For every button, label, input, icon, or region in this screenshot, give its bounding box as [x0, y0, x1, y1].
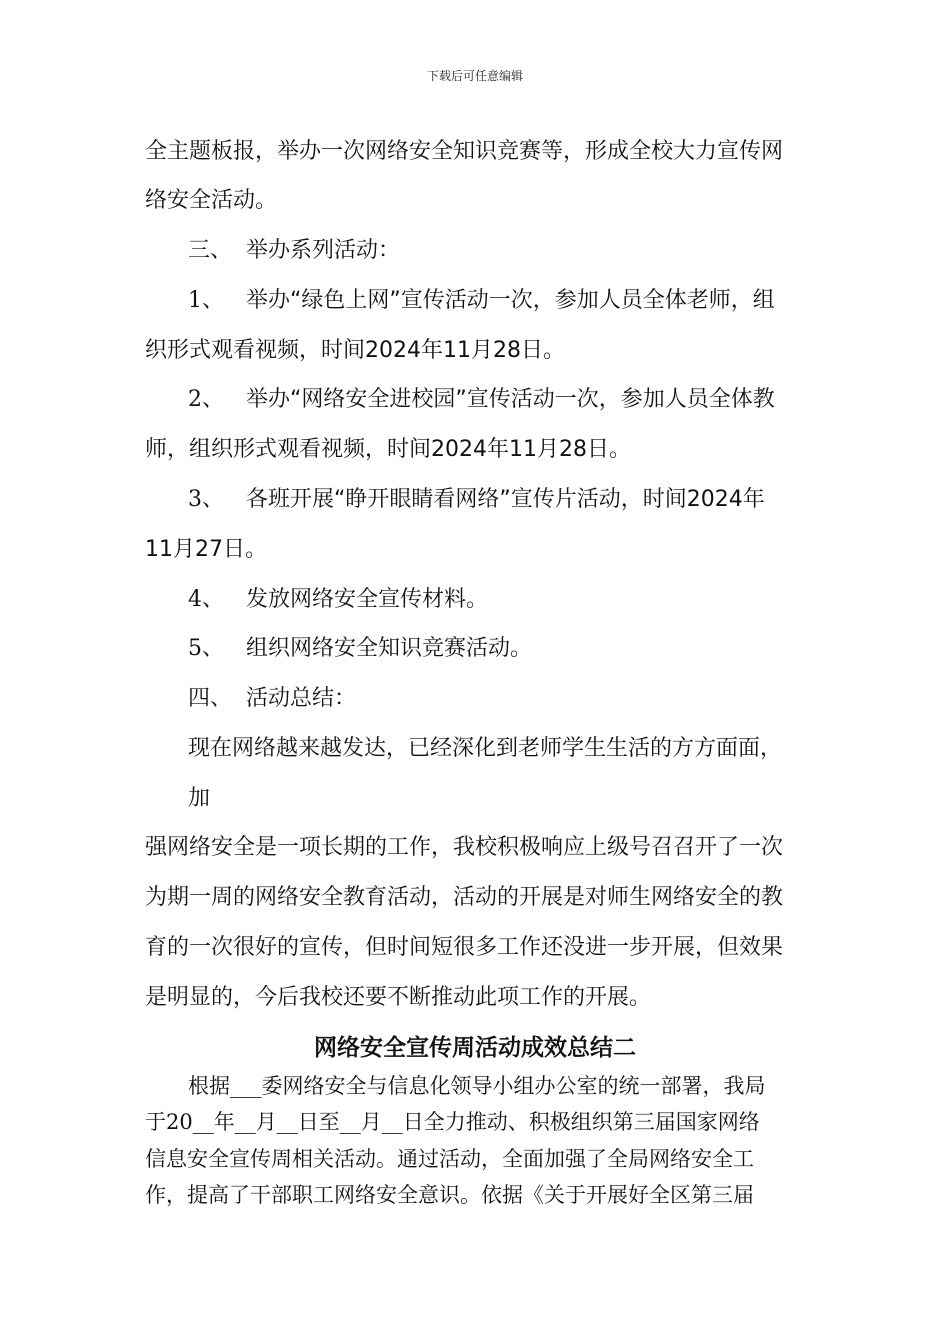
list-item-1-line1	[188, 286, 775, 316]
item-number: 3、	[188, 487, 224, 512]
summary-line: 加	[188, 786, 211, 811]
item-text: 发放网络安全宣传材料。	[246, 587, 489, 612]
paragraph-line: 全主题板报，举办一次网络安全知识竞赛等，形成全校大力宣传网	[145, 139, 784, 164]
item-text: 举办“绿色上网”宣传活动一次，参加人员全体老师，组	[246, 288, 775, 313]
section-title-2: 网络安全宣传周活动成效总结二	[314, 1035, 636, 1061]
list-item-5	[188, 634, 532, 664]
summary-line: 现在网络越来越发达，已经深化到老师学生生活的方方面面，	[188, 736, 783, 761]
list-item-3-line1	[188, 485, 765, 515]
summary-line: 是明显的，今后我校还要不断推动此项工作的开展。	[145, 985, 652, 1010]
section-title: 活动总结：	[246, 686, 357, 711]
list-item-3-line2: 11月27日。	[145, 537, 267, 562]
section-heading-4	[188, 684, 356, 714]
item-number: 4、	[188, 587, 224, 612]
item-text: 各班开展“睁开眼睛看网络”宣传片活动，时间2024年	[246, 487, 765, 512]
paragraph-line: 作，提高了干部职工网络安全意识。依据《关于开展好全区第三届	[145, 1183, 754, 1207]
item-number: 1、	[188, 288, 224, 313]
list-item-1-line2: 织形式观看视频，时间2024年11月28日。	[145, 338, 565, 363]
list-item-4	[188, 585, 488, 615]
list-item-2-line2: 师，组织形式观看视频，时间2024年11月28日。	[145, 437, 631, 462]
item-text: 举办“网络安全进校园”宣传活动一次，参加人员全体教	[246, 387, 775, 412]
section-title: 举办系列活动：	[246, 238, 401, 263]
summary-line: 强网络安全是一项长期的工作，我校积极响应上级号召召开了一次	[145, 835, 784, 860]
section-number: 四、	[188, 686, 233, 711]
summary-line: 为期一周的网络安全教育活动，活动的开展是对师生网络安全的教	[145, 885, 784, 910]
paragraph-line: 根据___委网络安全与信息化领导小组办公室的统一部署，我局	[188, 1074, 766, 1098]
paragraph-line: 信息安全宣传周相关活动。通过活动，全面加强了全局网络安全工	[145, 1147, 754, 1171]
list-item-2-line1	[188, 385, 775, 415]
section-number: 三、	[188, 238, 233, 263]
item-number: 2、	[188, 387, 224, 412]
paragraph-line: 络安全活动。	[145, 188, 278, 213]
section-heading-3	[188, 236, 400, 266]
paragraph-line: 于20__年__月__日至__月__日全力推动、积极组织第三届国家网络	[145, 1110, 760, 1134]
summary-line: 育的一次很好的宣传，但时间短很多工作还没进一步开展，但效果	[145, 935, 784, 960]
page-header-note: 下载后可任意编辑	[426, 69, 523, 83]
item-text: 组织网络安全知识竞赛活动。	[246, 636, 533, 661]
item-number: 5、	[188, 636, 224, 661]
